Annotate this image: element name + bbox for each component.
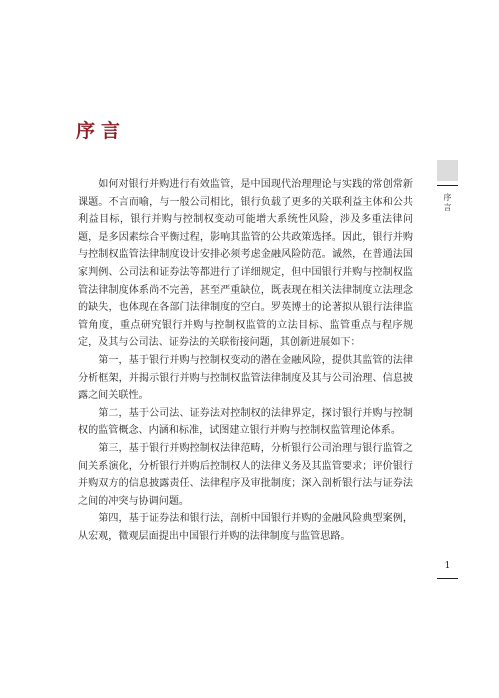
chapter-tab-marker (437, 160, 458, 181)
running-chapter-char-1: 序 (443, 193, 452, 202)
paragraph-intro: 如何对银行并购进行有效监管，是中国现代治理理论与实践的常创常新课题。不言而喻，与一般公司相比，银行负载了更多的关联利益主体和公共利益目标，银行并购与控制权变动可能增大系统性风险，涉及多重法律问题，是多因素综合平衡过程，影响其监管的公共政策选择。因此，银行并购与控制权监管法律制度设计安排必须考虑金融风险防范。诚然，在普通法国家判例、公司法和证券法等都进行了详细规定，但中国银行并购与控制权监管法律制度体系尚不完善，甚至严重缺位，既表现在相关法律制度立法理念的缺失，也体现在各部门法律制度的空白。罗英博士的论著拟从银行法律监管角度，重点研究银行并购与控制权监管的立法目标、监管重点与程序规定，及其与公司法、证券法的关联衔接问题，其创新进展如下： (78, 179, 413, 349)
running-chapter-char-2: 言 (443, 203, 452, 212)
page-title: 序言 (76, 120, 127, 142)
paragraph-point-2: 第二，基于公司法、证券法对控制权的法律界定，探讨银行并购与控制权的监管概念、内涵和标准，试图建立银行并购与控制权监管理论体系。 (78, 407, 413, 437)
page-number: 1 (444, 561, 451, 571)
preface-body (78, 176, 413, 545)
paragraph-point-3: 第三，基于银行并购控制权法律范畴，分析银行公司治理与银行监管之间关系演化，分析银行并购后控制权人的法律义务及其监管要求；评价银行并购双方的信息披露责任、法律程序及审批制度；深入剖析银行法与证券法之间的冲突与协调问题。 (78, 442, 413, 507)
paragraph-point-4: 第四，基于证券法和银行法，剖析中国银行并购的金融风险典型案例，从宏观，微观层面提出中国银行并购的法律制度与监管思路。 (78, 513, 413, 542)
running-chapter-label (437, 193, 458, 213)
chapter-tab-rule (437, 185, 458, 186)
page-number-rule (437, 578, 458, 579)
paragraph-point-1: 第一，基于银行并购与控制权变动的潜在金融风险，提供其监管的法律分析框架，并揭示银行并购与控制权监管法律制度及其与公司治理、信息披露之间关联性。 (78, 354, 413, 402)
